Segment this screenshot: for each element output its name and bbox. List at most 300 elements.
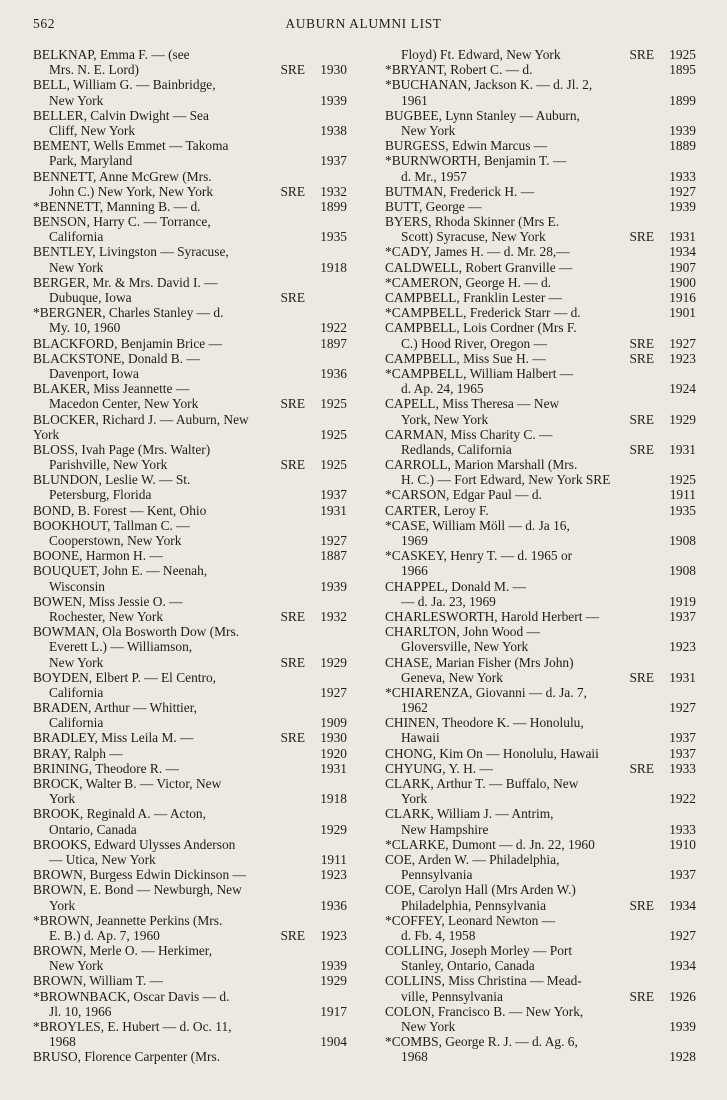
list-entry-line [33, 791, 347, 806]
list-entry-line [33, 898, 347, 913]
entry-text: *CASE, William Möll — d. Ja 16, [385, 517, 570, 533]
entry-text: *BRYANT, Robert C. — d. [385, 62, 533, 78]
entry-text: Philadelphia, Pennsylvania [401, 897, 547, 913]
list-entry-line [33, 351, 347, 366]
list-entry-line [385, 518, 696, 533]
entry-text: BELLER, Calvin Dwight — Sea [33, 107, 209, 123]
entry-text: 1966 [401, 563, 428, 579]
entry-year: 1909 [320, 715, 347, 731]
entry-text: d. Mr., 1957 [401, 168, 467, 184]
entry-year: 1939 [320, 958, 347, 974]
list-entry-line [33, 867, 347, 882]
entry-text: John C.) New York, New York [49, 183, 214, 199]
entry-text: *CAMPBELL, William Halbert — [385, 365, 574, 381]
entry-degree: SRE [280, 608, 305, 624]
list-entry-line [33, 214, 347, 229]
entry-year: 1927 [320, 684, 347, 700]
entry-text: BENNETT, Anne McGrew (Mrs. [33, 168, 212, 184]
entry-text: CARROLL, Marion Marshall (Mrs. [385, 457, 578, 473]
list-entry-line [385, 199, 696, 214]
list-entry-line [33, 320, 347, 335]
list-entry-line [33, 624, 347, 639]
list-entry-line [385, 746, 696, 761]
entry-text: COLLINS, Miss Christina — Mead- [385, 973, 582, 989]
entry-year: 1927 [669, 183, 696, 199]
list-entry-line [33, 746, 347, 761]
list-entry-line [385, 1034, 696, 1049]
entry-year: 1923 [320, 867, 347, 883]
list-entry-line [385, 609, 696, 624]
entry-text: New York [49, 259, 104, 275]
entry-text: *BURNWORTH, Benjamin T. — [385, 153, 567, 169]
entry-year: 1939 [320, 578, 347, 594]
list-entry-line [33, 776, 347, 791]
entry-text: BROWN, Merle O. — Herkimer, [33, 943, 213, 959]
entry-text: Macedon Center, New York [49, 396, 199, 412]
entry-text: California [49, 715, 104, 731]
list-entry-line [33, 973, 347, 988]
entry-year: 1917 [320, 1003, 347, 1019]
entry-text: BRAY, Ralph — [33, 745, 123, 761]
entry-year: 1932 [320, 608, 347, 624]
list-entry-line [33, 108, 347, 123]
entry-year: 1911 [669, 487, 696, 503]
list-entry-line [33, 381, 347, 396]
list-entry-line [385, 685, 696, 700]
list-entry-line [33, 427, 347, 442]
entry-year: 1931 [669, 441, 696, 457]
entry-text: *BROWN, Jeannette Perkins (Mrs. [33, 912, 223, 928]
entry-year: 1937 [669, 745, 696, 761]
entry-text: BROCK, Walter B. — Victor, New [33, 776, 222, 791]
list-entry-line [385, 624, 696, 639]
entry-year: 1934 [669, 897, 696, 913]
entry-year: 1931 [669, 669, 696, 685]
entry-year: 1927 [669, 700, 696, 716]
entry-text: BEMENT, Wells Emmet — Takoma [33, 138, 229, 154]
entry-text: New York [49, 654, 104, 670]
list-entry-line [385, 229, 696, 244]
entry-text: BUTT, George — [385, 198, 482, 214]
list-entry-line [385, 1049, 696, 1064]
entry-text: BENSON, Harry C. — Torrance, [33, 214, 211, 230]
list-entry-line [385, 62, 696, 77]
list-entry-line [33, 822, 347, 837]
entry-degree: SRE [629, 350, 654, 366]
list-entry-line [385, 837, 696, 852]
entry-text: *CLARKE, Dumont — d. Jn. 22, 1960 [385, 836, 595, 852]
list-entry-line [385, 548, 696, 563]
entry-text: 1968 [49, 1034, 76, 1050]
entry-text: BLOSS, Ivah Page (Mrs. Walter) [33, 441, 211, 457]
entry-text: California [49, 684, 104, 700]
entry-year: 1933 [669, 821, 696, 837]
list-entry-line [385, 898, 696, 913]
entry-year: 1908 [669, 533, 696, 548]
list-entry-line [33, 989, 347, 1004]
list-entry-line [33, 579, 347, 594]
list-entry-line [33, 305, 347, 320]
right-column [385, 47, 696, 1065]
entry-text: E. B.) d. Ap. 7, 1960 [49, 927, 160, 943]
entry-text: — d. Ja. 23, 1969 [401, 593, 496, 609]
list-entry-line [385, 579, 696, 594]
list-entry-line [33, 837, 347, 852]
left-column [33, 47, 347, 1065]
entry-text: CLARK, William J. — Antrim, [385, 806, 554, 822]
entry-text: Cooperstown, New York [49, 533, 182, 548]
list-entry-line [33, 487, 347, 502]
entry-year: 1924 [669, 381, 696, 397]
entry-text: BROOK, Reginald A. — Acton, [33, 806, 206, 822]
entry-year: 1937 [669, 730, 696, 746]
entry-year: 1938 [320, 122, 347, 138]
list-entry-line [385, 138, 696, 153]
entry-text: Pennsylvania [401, 867, 473, 883]
list-entry-line [385, 77, 696, 92]
entry-text: *CAMPBELL, Frederick Starr — d. [385, 305, 581, 321]
list-entry-line [385, 412, 696, 427]
list-entry-line [33, 138, 347, 153]
list-entry-line [33, 275, 347, 290]
entry-text: BROWN, E. Bond — Newburgh, New [33, 882, 242, 898]
entry-year: 1889 [669, 138, 696, 154]
list-entry-line [33, 806, 347, 821]
entry-text: CHINEN, Theodore K. — Honolulu, [385, 715, 584, 731]
entry-text: CHARLTON, John Wood — [385, 624, 540, 640]
entry-text: BRUSO, Florence Carpenter (Mrs. [33, 1049, 221, 1065]
list-entry-line [33, 700, 347, 715]
list-entry-line [33, 852, 347, 867]
entry-text: New York [401, 1019, 456, 1034]
entry-year: 1929 [669, 411, 696, 427]
entry-text: COE, Arden W. — Philadelphia, [385, 851, 560, 867]
entry-text: BROWN, Burgess Edwin Dickinson — [33, 867, 246, 883]
list-entry-line [385, 882, 696, 897]
list-entry-line [33, 958, 347, 973]
entry-text: BENTLEY, Livingston — Syracuse, [33, 244, 229, 260]
list-entry-line [33, 761, 347, 776]
entry-year: 1939 [669, 122, 696, 138]
entry-text: BOWEN, Miss Jessie O. — [33, 593, 183, 609]
entry-year: 1935 [320, 229, 347, 245]
list-entry-line [33, 639, 347, 654]
list-entry-line [385, 47, 696, 62]
entry-year: 1937 [669, 867, 696, 883]
list-entry-line [33, 457, 347, 472]
entry-text: BRADEN, Arthur — Whittier, [33, 700, 197, 716]
list-entry-line [385, 776, 696, 791]
list-entry-line [33, 1049, 347, 1064]
list-entry-line [385, 260, 696, 275]
entry-year: 1897 [320, 335, 347, 351]
entry-year: 1939 [320, 92, 347, 108]
entry-year: 1899 [320, 198, 347, 214]
list-entry-line [385, 305, 696, 320]
entry-text: New York [49, 958, 104, 974]
entry-text: d. Fb. 4, 1958 [401, 927, 476, 943]
entry-year: 1922 [320, 320, 347, 336]
list-entry-line [385, 639, 696, 654]
list-entry-line [33, 396, 347, 411]
entry-year: 1934 [669, 244, 696, 260]
entry-degree: SRE [280, 183, 305, 199]
entry-text: Everett L.) — Williamson, [49, 639, 193, 655]
list-entry-line [33, 1019, 347, 1034]
entry-text: CHARLESWORTH, Harold Herbert — [385, 608, 600, 624]
entry-degree: SRE [629, 760, 654, 776]
entry-text: *COMBS, George R. J. — d. Ag. 6, [385, 1034, 578, 1050]
list-entry-line [385, 366, 696, 381]
entry-year: 1928 [669, 1049, 696, 1065]
entry-text: CARTER, Leroy F. [385, 502, 489, 518]
list-entry-line [385, 275, 696, 290]
entry-year: 1939 [669, 1019, 696, 1034]
entry-text: Dubuque, Iowa [49, 290, 132, 305]
entry-year: 1907 [669, 259, 696, 275]
entry-year: 1923 [320, 927, 347, 943]
entry-year: 1925 [669, 472, 696, 488]
entry-text: Hawaii [401, 730, 440, 746]
list-entry-line [33, 503, 347, 518]
entry-year: 1930 [320, 730, 347, 746]
list-entry-line [385, 867, 696, 882]
list-entry-line [33, 169, 347, 184]
entry-degree: SRE [280, 396, 305, 412]
entry-year: 1900 [669, 274, 696, 290]
entry-text: 1969 [401, 533, 428, 548]
list-entry-line [385, 670, 696, 685]
entry-text: CHYUNG, Y. H. — [385, 760, 493, 776]
list-entry-line [33, 244, 347, 259]
entry-text: York [49, 791, 76, 807]
entry-text: Stanley, Ontario, Canada [401, 958, 535, 974]
list-entry-line [385, 396, 696, 411]
entry-year: 1927 [320, 533, 347, 548]
entry-text: BUGBEE, Lynn Stanley — Auburn, [385, 107, 580, 123]
entry-year: 1925 [669, 47, 696, 62]
entry-year: 1932 [320, 183, 347, 199]
entry-text: *COFFEY, Leonard Newton — [385, 912, 556, 928]
entry-year: 1929 [320, 654, 347, 670]
list-entry-line [385, 791, 696, 806]
entry-text: BYERS, Rhoda Skinner (Mrs E. [385, 214, 560, 230]
entry-degree: SRE [280, 927, 305, 943]
entry-text: BLUNDON, Leslie W. — St. [33, 472, 191, 488]
list-entry-line [33, 229, 347, 244]
entry-text: Davenport, Iowa [49, 365, 139, 381]
list-entry-line [33, 685, 347, 700]
entry-text: California [49, 229, 104, 245]
entry-text: CLARK, Arthur T. — Buffalo, New [385, 776, 579, 791]
list-entry-line [385, 169, 696, 184]
list-entry-line [33, 928, 347, 943]
entry-year: 1918 [320, 791, 347, 807]
entry-text: Parishville, New York [49, 457, 168, 473]
entry-text: New York [49, 92, 104, 108]
entry-text: BERGER, Mr. & Mrs. David I. — [33, 274, 218, 290]
entry-text: CARMAN, Miss Charity C. — [385, 426, 553, 442]
list-entry-line [385, 1019, 696, 1034]
list-entry-line [33, 533, 347, 548]
list-entry-line [385, 184, 696, 199]
list-entry-line [33, 913, 347, 928]
list-entry-line [385, 503, 696, 518]
entry-year: 1916 [669, 290, 696, 305]
entry-year: 1931 [320, 502, 347, 518]
list-entry-line [385, 594, 696, 609]
entry-text: BRADLEY, Miss Leila M. — [33, 730, 194, 746]
entry-year: 1923 [669, 350, 696, 366]
list-entry-line [33, 47, 347, 62]
list-entry-line [385, 806, 696, 821]
list-entry-line [33, 655, 347, 670]
entry-text: Mrs. N. E. Lord) [49, 62, 140, 78]
entry-degree: SRE [629, 988, 654, 1004]
entry-text: CAMPBELL, Lois Cordner (Mrs F. [385, 320, 577, 336]
entry-text: *CARSON, Edgar Paul — d. [385, 487, 542, 503]
list-entry-line [33, 730, 347, 745]
list-entry-line [33, 412, 347, 427]
entry-text: Wisconsin [49, 578, 105, 594]
list-entry-line [385, 822, 696, 837]
entry-year: 1899 [669, 92, 696, 108]
list-entry-line [385, 457, 696, 472]
entry-year: 1911 [320, 851, 347, 867]
entry-text: CAMPBELL, Miss Sue H. — [385, 350, 546, 366]
entry-text: 1962 [401, 700, 428, 716]
list-entry-line [33, 442, 347, 457]
entry-text: *BUCHANAN, Jackson K. — d. Jl. 2, [385, 77, 593, 93]
list-entry-line [33, 670, 347, 685]
list-entry-line [33, 123, 347, 138]
running-title: AUBURN ALUMNI LIST [285, 16, 442, 31]
entry-year: 1925 [320, 396, 347, 412]
entry-year: 1931 [669, 229, 696, 245]
entry-text: BROWN, William T. — [33, 973, 164, 989]
list-entry-line [385, 761, 696, 776]
list-entry-line [385, 123, 696, 138]
entry-text: New York [401, 122, 456, 138]
list-entry-line [33, 882, 347, 897]
entry-text: CALDWELL, Robert Granville — [385, 259, 573, 275]
entry-year: 1937 [320, 487, 347, 503]
list-entry-line [385, 655, 696, 670]
list-entry-line [33, 290, 347, 305]
entry-degree: SRE [629, 229, 654, 245]
entry-degree: SRE [280, 654, 305, 670]
entry-year: 1934 [669, 958, 696, 974]
entry-year: 1939 [669, 198, 696, 214]
list-entry-line [33, 153, 347, 168]
list-entry-line [385, 472, 696, 487]
entry-text: York [401, 791, 428, 807]
entry-text: *CAMERON, George H. — d. [385, 274, 552, 290]
entry-year: 1927 [669, 335, 696, 351]
entry-degree: SRE [629, 47, 654, 62]
list-entry-line [33, 1034, 347, 1049]
entry-year: 1933 [669, 760, 696, 776]
list-entry-line [33, 93, 347, 108]
entry-year: 1918 [320, 259, 347, 275]
entry-year: 1910 [669, 836, 696, 852]
entry-text: Petersburg, Florida [49, 487, 152, 503]
entry-year: 1920 [320, 745, 347, 761]
entry-text: CHONG, Kim On — Honolulu, Hawaii [385, 745, 599, 761]
list-entry-line [385, 989, 696, 1004]
entry-text: CAPELL, Miss Theresa — New [385, 396, 560, 412]
entry-year: 1926 [669, 988, 696, 1004]
list-entry-line [33, 715, 347, 730]
entry-degree: SRE [629, 335, 654, 351]
entry-year: 1922 [669, 791, 696, 807]
entry-text: Floyd) Ft. Edward, New York [401, 47, 561, 62]
entry-text: BLACKSTONE, Donald B. — [33, 350, 200, 366]
list-entry-line [33, 1004, 347, 1019]
entry-text: Redlands, California [401, 441, 512, 457]
entry-year: 1936 [320, 897, 347, 913]
list-entry-line [385, 320, 696, 335]
entry-text: BRINING, Theodore R. — [33, 760, 179, 776]
list-entry-line [385, 928, 696, 943]
entry-text: York, New York [401, 411, 489, 427]
entry-year: 1904 [320, 1034, 347, 1050]
list-entry-line [385, 153, 696, 168]
list-entry-line [385, 351, 696, 366]
entry-text: BLACKFORD, Benjamin Brice — [33, 335, 222, 351]
list-entry-line [33, 594, 347, 609]
list-entry-line [385, 244, 696, 259]
entry-text: BOONE, Harmon H. — [33, 548, 163, 564]
entry-year: 1925 [320, 426, 347, 442]
entry-text: BOND, B. Forest — Kent, Ohio [33, 502, 207, 518]
entry-year: 1927 [669, 927, 696, 943]
list-entry-line [385, 336, 696, 351]
entry-text: C.) Hood River, Oregon — [401, 335, 547, 351]
entry-text: BOYDEN, Elbert P. — El Centro, [33, 669, 216, 685]
entry-text: CHAPPEL, Donald M. — [385, 578, 526, 594]
entry-text: *BROYLES, E. Hubert — d. Oc. 11, [33, 1019, 232, 1034]
entry-text: — Utica, New York [49, 851, 156, 867]
entry-text: New Hampshire [401, 821, 489, 837]
entry-text: Scott) Syracuse, New York [401, 229, 546, 245]
list-entry-line [33, 548, 347, 563]
entry-text: Geneva, New York [401, 669, 503, 685]
entry-text: BLOCKER, Richard J. — Auburn, New [33, 411, 249, 427]
entry-year: 1887 [320, 548, 347, 564]
list-entry-line [385, 108, 696, 123]
entry-text: BELL, William G. — Bainbridge, [33, 77, 216, 93]
list-entry-line [385, 973, 696, 988]
entry-text: York [49, 897, 76, 913]
entry-text: Park, Maryland [49, 153, 133, 169]
entry-text: *CADY, James H. — d. Mr. 28,— [385, 244, 570, 260]
list-entry-line [385, 214, 696, 229]
list-entry-line [385, 700, 696, 715]
entry-degree: SRE [280, 730, 305, 746]
entry-text: *CASKEY, Henry T. — d. 1965 or [385, 548, 573, 564]
entry-year: 1935 [669, 502, 696, 518]
page-header [0, 14, 727, 34]
entry-text: BUTMAN, Frederick H. — [385, 183, 535, 199]
entry-text: H. C.) — Fort Edward, New York SRE [401, 472, 611, 488]
entry-text: *BROWNBACK, Oscar Davis — d. [33, 988, 230, 1004]
list-entry-line [33, 609, 347, 624]
entry-degree: SRE [629, 669, 654, 685]
entry-degree: SRE [280, 290, 305, 305]
entry-text: *CHIARENZA, Giovanni — d. Ja. 7, [385, 684, 587, 700]
entry-text: York [33, 426, 60, 442]
